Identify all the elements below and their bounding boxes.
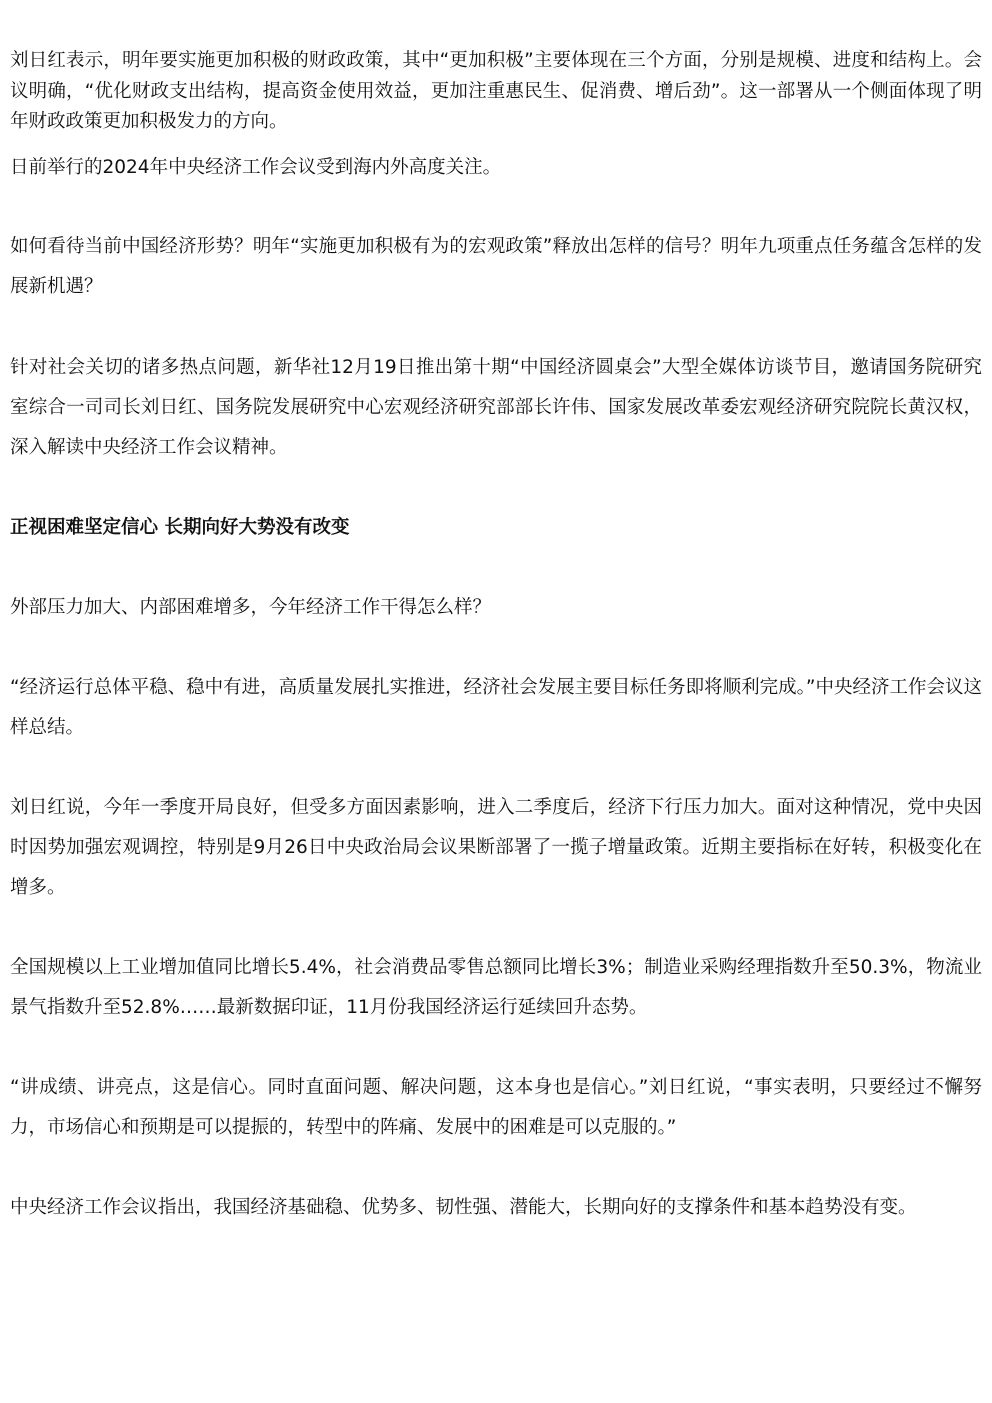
paragraph-latest-data: 全国规模以上工业增加值同比增长5.4%，社会消费品零售总额同比增长3%；制造业采购经理指数升至50.3%，物流业景气指数升至52.8%……最新数据印证，11月份我国经济运行延续回升态势。 (10, 957, 982, 1018)
paragraph-question-economy: 外部压力加大、内部困难增多，今年经济工作干得怎么样？ (10, 597, 492, 618)
section-heading: 正视困难坚定信心 长期向好大势没有改变 (10, 517, 350, 538)
paragraph-long-term-trend: 中央经济工作会议指出，我国经济基础稳、优势多、韧性强、潜能大，长期向好的支撑条件和基本趋势没有变。 (10, 1197, 917, 1218)
paragraph-conference-summary: “经济运行总体平稳、稳中有进，高质量发展扎实推进，经济社会发展主要目标任务即将顺利完成。”中央经济工作会议这样总结。 (10, 677, 982, 738)
paragraph-conference-attention: 日前举行的2024年中央经济工作会议受到海内外高度关注。 (10, 157, 502, 178)
paragraph-confidence-quote: “讲成绩、讲亮点，这是信心。同时直面问题、解决问题，这本身也是信心。”刘日红说，“事实表明，只要经过不懈努力，市场信心和预期是可以提振的，转型中的阵痛、发展中的困难是可以克服的。” (10, 1077, 982, 1138)
paragraph-fiscal-policy: 刘日红表示，明年要实施更加积极的财政政策，其中“更加积极”主要体现在三个方面，分别是规模、进度和结构上。会议明确，“优化财政支出结构，提高资金使用效益，更加注重惠民生、促消费、增后劲”。这一部署从一个侧面体现了明年财政政策更加积极发力的方向。 (10, 50, 982, 132)
paragraph-roundtable: 针对社会关切的诸多热点问题，新华社12月19日推出第十期“中国经济圆桌会”大型全媒体访谈节目，邀请国务院研究室综合一司司长刘日红、国务院发展研究中心宏观经济研究部部长许伟、国家发展改革委宏观经济研究院院长黄汉权，深入解读中央经济工作会议精神。 (10, 357, 982, 458)
paragraph-questions: 如何看待当前中国经济形势？明年“实施更加积极有为的宏观政策”释放出怎样的信号？明年九项重点任务蕴含怎样的发展新机遇？ (10, 236, 982, 297)
paragraph-liu-quarter: 刘日红说，今年一季度开局良好，但受多方面因素影响，进入二季度后，经济下行压力加大。面对这种情况，党中央因时因势加强宏观调控，特别是9月26日中央政治局会议果断部署了一揽子增量政策。近期主要指标在好转，积极变化在增多。 (10, 797, 982, 898)
